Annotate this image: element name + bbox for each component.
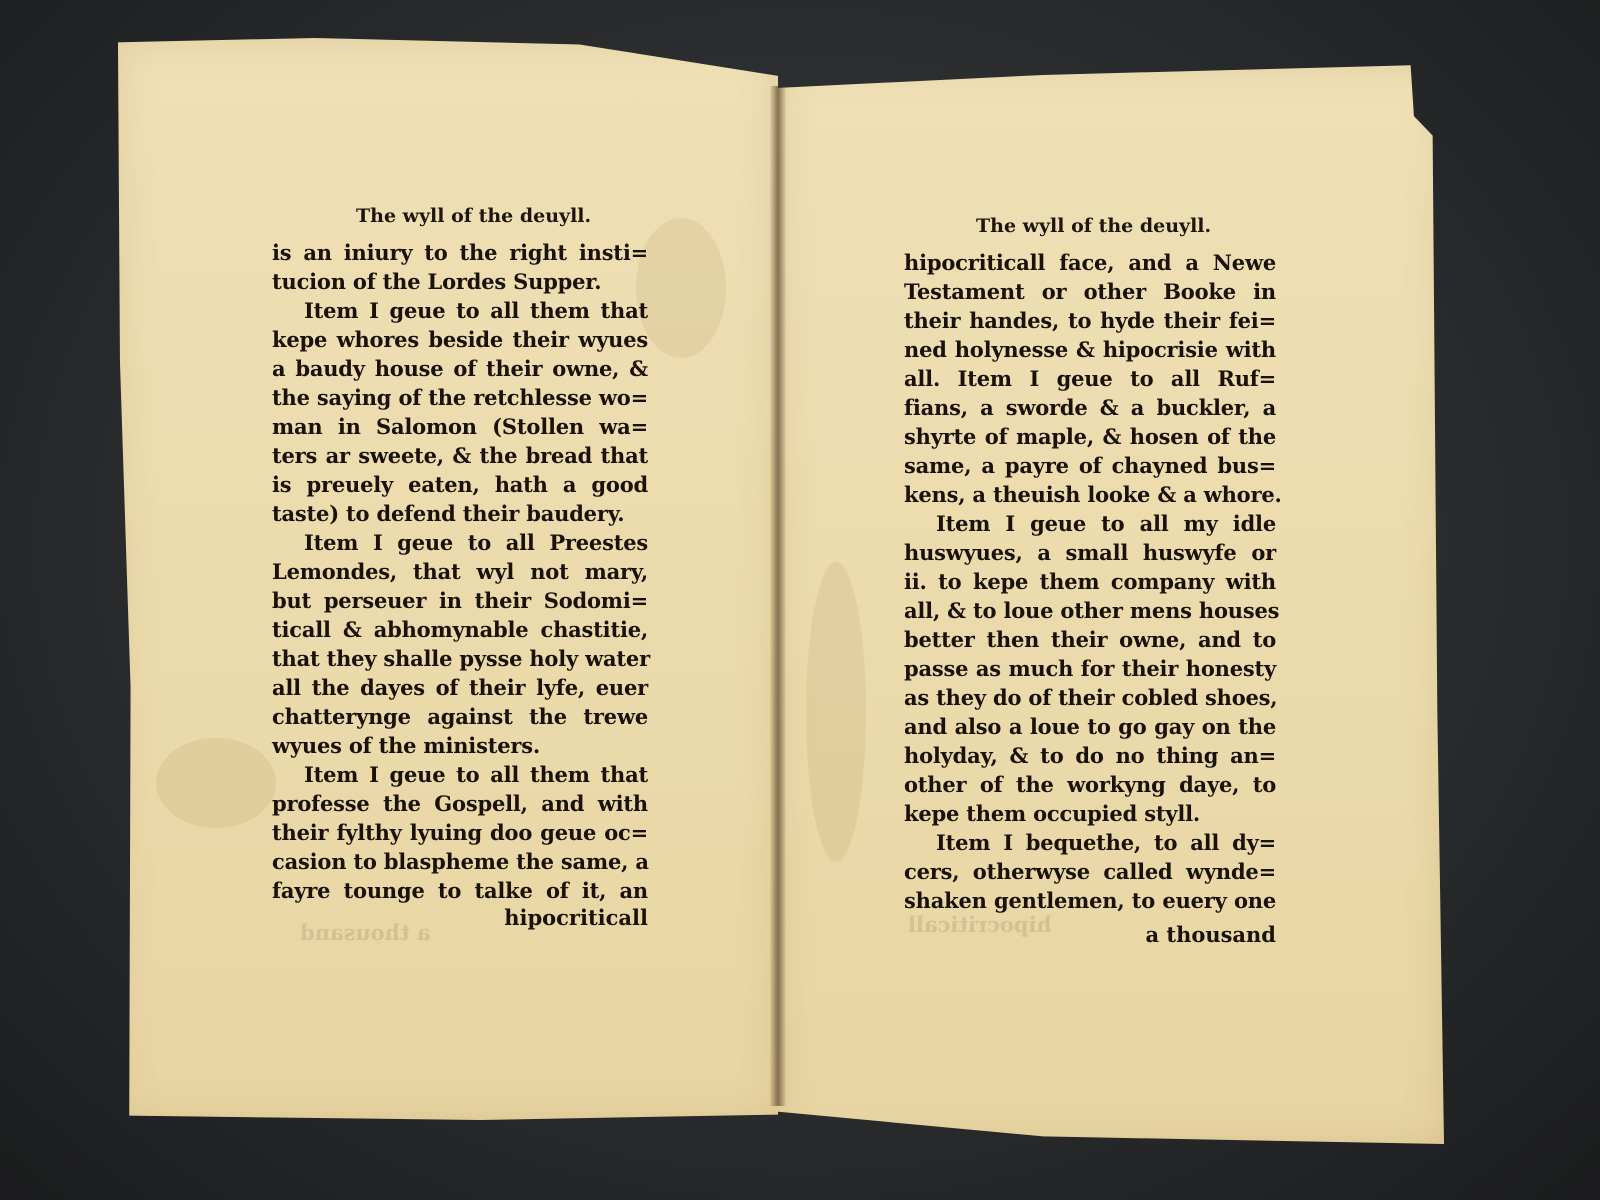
left-catchword: hipocriticall xyxy=(504,905,648,930)
text-line: Item I geue to all them that xyxy=(304,298,648,323)
text-line: as they do of their cobled shoes, xyxy=(904,685,1278,710)
book-gutter xyxy=(770,86,786,1106)
show-through-text: a thousand xyxy=(300,920,431,945)
text-line: better then their owne, and to xyxy=(904,627,1276,652)
text-line: ticall & abhomynable chastitie, xyxy=(272,617,648,642)
paper-stain xyxy=(636,218,726,358)
text-line: wyues of the ministers. xyxy=(272,733,540,758)
text-line: kepe whores beside their wyues xyxy=(272,327,648,352)
text-line: all. Item I geue to all Ruf= xyxy=(904,366,1276,391)
left-text-block xyxy=(272,238,648,905)
right-catchword: a thousand xyxy=(1145,922,1276,947)
text-line: holyday, & to do no thing an= xyxy=(904,743,1276,768)
text-line: Item I geue to all Preestes xyxy=(304,530,648,555)
paper-stain xyxy=(806,562,866,862)
text-line: and also a loue to go gay on the xyxy=(904,714,1276,739)
text-line: ii. to kepe them company with xyxy=(904,569,1276,594)
text-line: huswyues, a small huswyfe or xyxy=(904,540,1276,565)
text-line: ters ar sweete, & the bread that xyxy=(272,443,648,468)
text-line: Testament or other Booke in xyxy=(904,279,1276,304)
text-line: shaken gentlemen, to euery one xyxy=(904,888,1276,913)
text-line: is preuely eaten, hath a good xyxy=(272,472,648,497)
text-line: same, a payre of chayned bus= xyxy=(904,453,1276,478)
text-line: kens, a theuish looke & a whore. xyxy=(904,482,1282,507)
text-line: a baudy house of their owne, & xyxy=(272,356,648,381)
text-line: hipocriticall face, and a Newe xyxy=(904,250,1276,275)
text-line: ned holynesse & hipocrisie with xyxy=(904,337,1276,362)
show-through-text: hipocriticall xyxy=(908,912,1052,937)
text-line: professe the Gospell, and with xyxy=(272,791,648,816)
text-line: cers, otherwyse called wynde= xyxy=(904,859,1276,884)
text-line: tucion of the Lordes Supper. xyxy=(272,269,602,294)
text-line: shyrte of maple, & hosen of the xyxy=(904,424,1276,449)
text-line: Item I bequethe, to all dy= xyxy=(936,830,1276,855)
text-line: Item I geue to all them that xyxy=(304,762,648,787)
text-line: all the dayes of their lyfe, euer xyxy=(272,675,648,700)
text-line: their fylthy lyuing doo geue oc= xyxy=(272,820,648,845)
text-line: the saying of the retchlesse wo= xyxy=(272,385,648,410)
text-line: all, & to loue other mens houses xyxy=(904,598,1280,623)
text-line: is an iniury to the right insti= xyxy=(272,240,648,265)
text-line: man in Salomon (Stollen wa= xyxy=(272,414,648,439)
text-line: chatterynge against the trewe xyxy=(272,704,648,729)
text-line: their handes, to hyde their fei= xyxy=(904,308,1276,333)
text-line: Item I geue to all my idle xyxy=(936,511,1276,536)
text-line: taste) to defend their baudery. xyxy=(272,501,625,526)
text-line: Lemondes, that wyl not mary, xyxy=(272,559,648,584)
text-line: but perseuer in their Sodomi= xyxy=(272,588,648,613)
right-text-block xyxy=(904,248,1282,915)
text-line: fayre tounge to talke of it, an xyxy=(272,878,648,903)
text-line: casion to blaspheme the same, a xyxy=(272,849,649,874)
text-line: fians, a sworde & a buckler, a xyxy=(904,395,1276,420)
right-running-head: The wyll of the deuyll. xyxy=(976,215,1212,237)
text-line: passe as much for their honesty xyxy=(904,656,1276,681)
paper-stain xyxy=(156,738,276,828)
text-line: kepe them occupied styll. xyxy=(904,801,1200,826)
text-line: that they shalle pysse holy water xyxy=(272,646,650,671)
left-running-head: The wyll of the deuyll. xyxy=(356,205,592,227)
text-line: other of the workyng daye, to xyxy=(904,772,1276,797)
